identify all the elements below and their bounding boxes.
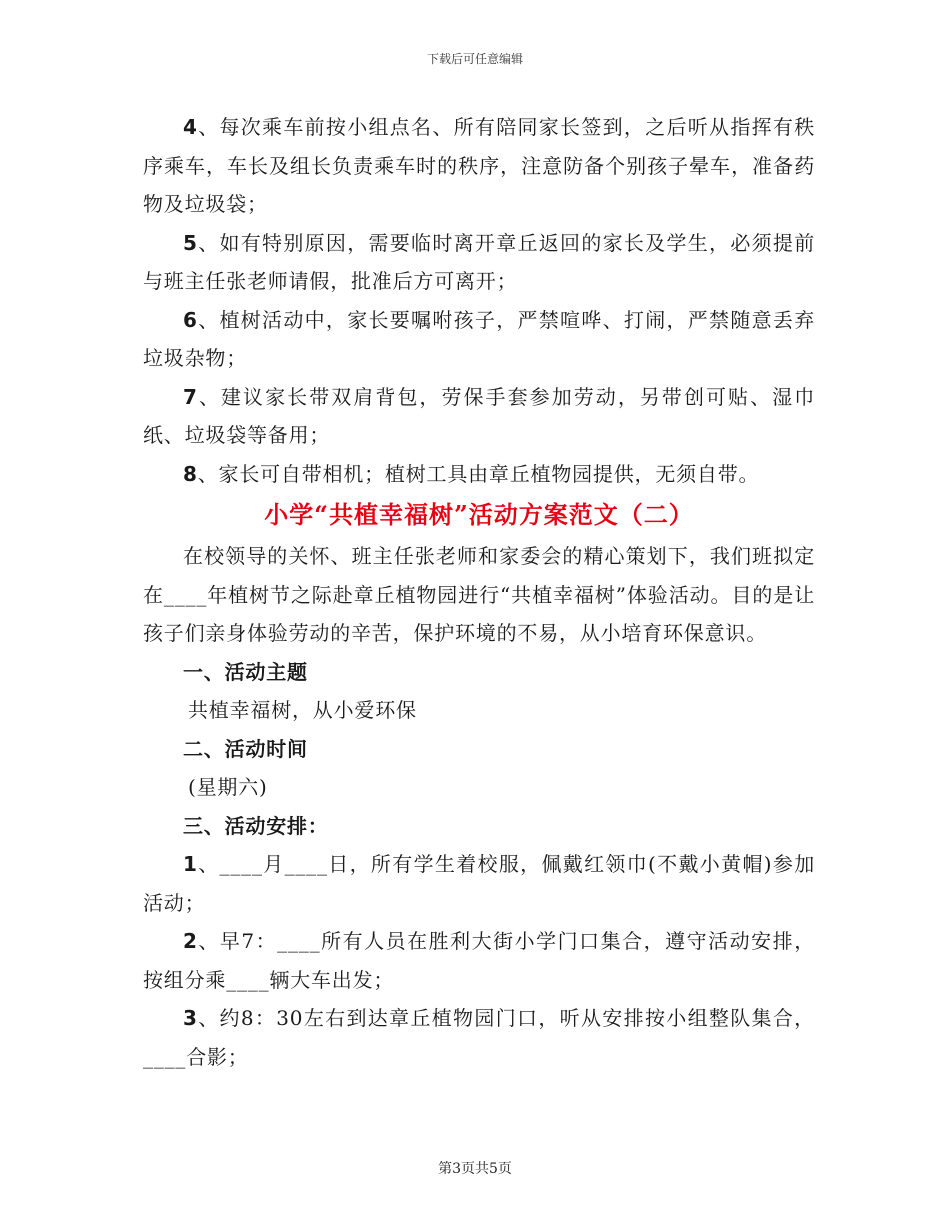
heading-activity-theme: 一、活动主题 xyxy=(183,659,308,684)
heading-activity-time: 二、活动时间 xyxy=(183,736,308,761)
page-number: 第3页共5页 xyxy=(438,1161,512,1177)
list-item-5 xyxy=(143,224,815,301)
item-text: 、建议家长带双肩背包，劳保手套参加劳动，另带创可贴、湿巾纸、垃圾袋等备用； xyxy=(143,384,815,447)
schedule-item-3 xyxy=(143,999,815,1076)
schedule-item-1 xyxy=(143,845,815,922)
activity-theme-text: 共植幸福树，从小爱环保 xyxy=(188,698,417,722)
item-number: 5 xyxy=(183,230,198,255)
item-number: 4 xyxy=(183,115,198,139)
item-text: 、每次乘车前按小组点名、所有陪同家长签到，之后听从指挥有秩序乘车，车长及组长负责乘车时的秩序，注意防备个别孩子晕车，准备药物及垃圾袋； xyxy=(143,115,815,216)
list-item-8 xyxy=(143,455,815,494)
item-number: 8 xyxy=(183,461,198,486)
item-text: 、植树活动中，家长要嘱咐孩子，严禁喧哗、打闹，严禁随意丢弃垃圾杂物； xyxy=(143,307,815,370)
intro-paragraph: 在校领导的关怀、班主任张老师和家委会的精心策划下，我们班拟定在____年植树节之际赴章丘植物园进行“共植幸福树”体验活动。目的是让孩子们亲身体验劳动的辛苦，保护环境的不易，从小培育环保意识。 xyxy=(143,544,815,645)
item-text: 、约8：30左右到达章丘植物园门口，听从安排按小组整队集合，____合影； xyxy=(143,1006,815,1069)
item-text: 、家长可自带相机；植树工具由章丘植物园提供，无须自带。 xyxy=(197,461,760,486)
heading-activity-schedule: 三、活动安排： xyxy=(183,813,329,838)
list-item-4 xyxy=(143,108,815,224)
item-text: 、____月____日，所有学生着校服，佩戴红领巾(不戴小黄帽)参加活动； xyxy=(143,852,815,915)
item-number: 2 xyxy=(183,929,198,953)
header-note: 下载后可任意编辑 xyxy=(426,52,523,66)
item-text: 、早7：____所有人员在胜利大街小学门口集合，遵守活动安排，按组分乘____辆大车出发； xyxy=(143,929,815,992)
list-item-6 xyxy=(143,301,815,378)
schedule-item-2 xyxy=(143,922,815,999)
item-number: 7 xyxy=(183,384,198,409)
item-number: 6 xyxy=(183,307,198,332)
list-item-7 xyxy=(143,378,815,455)
section-title: 小学“共植幸福树”活动方案范文（二） xyxy=(264,500,694,529)
item-number: 3 xyxy=(183,1006,198,1030)
document-body xyxy=(143,108,815,1076)
item-number: 1 xyxy=(183,852,198,876)
activity-time-text: (星期六) xyxy=(188,775,268,799)
item-text: 、如有特别原因，需要临时离开章丘返回的家长及学生，必须提前与班主任张老师请假，批准后方可离开； xyxy=(143,230,815,293)
